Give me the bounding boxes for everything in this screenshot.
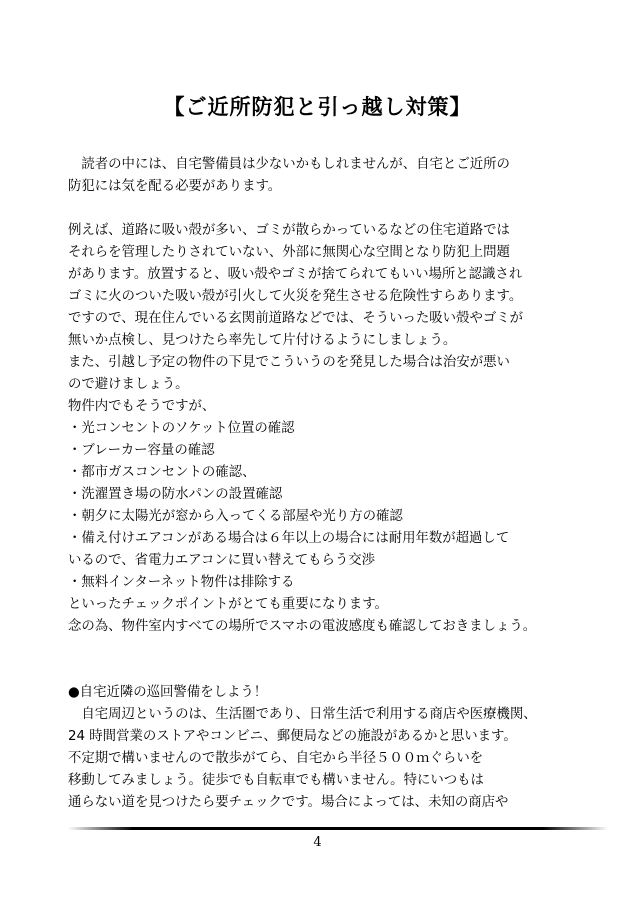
checklist-item-internet: ・無料インターネット物件は排除する [68, 575, 295, 590]
checklist-item-outlet: ・光コンセントのソケット位置の確認 [68, 421, 295, 436]
text-line-patrol-2: 24 時間営業のストアやコンビニ、郵便局などの施設があるかと思います。 [68, 729, 517, 744]
text-line-example-6: 無いか点検し、見つけたら率先して片付けるようにしましょう。 [68, 333, 457, 348]
text-line-patrol-4: 移動してみましょう。徒歩でも自転車でも構いません。特にいつもは [68, 773, 484, 788]
checklist-item-washer-pan: ・洗濯置き場の防水パンの設置確認 [68, 487, 283, 502]
text-line-checklist-intro: 物件内でもそうですが、 [68, 399, 216, 414]
text-line-patrol-3: 不定期で構いませんので散歩がてら、自宅から半径５００ｍぐらいを [68, 751, 484, 766]
checklist-item-aircon-1: ・備え付けエアコンがある場合は６年以上の場合には耐用年数が超過して [68, 531, 510, 546]
text-line-move-1: また、引越し予定の物件の下見でこういうのを発見した場合は治安が悪い [68, 355, 510, 370]
text-line-signal-check: 念の為、物件室内すべての場所でスマホの電波感度も確認しておきましょう。 [68, 619, 537, 634]
section-gap [68, 638, 598, 682]
footer-rule [68, 827, 608, 830]
paragraph-gap [68, 198, 598, 220]
checklist-item-sunlight: ・朝夕に太陽光が窓から入ってくる部屋や光り方の確認 [68, 509, 403, 524]
text-line-intro-2: 防犯には気を配る必要があります。 [68, 179, 282, 194]
text-line-intro-1: 読者の中には、自宅警備員は少ないかもしれませんが、自宅とご近所の [68, 157, 510, 172]
page-title: 【ご近所防犯と引っ越し対策】 [163, 95, 472, 119]
page-number: 4 [313, 835, 322, 850]
text-line-patrol-5: 通らない道を見つけたら要チェックです。場合によっては、未知の商店や [68, 795, 509, 810]
text-line-example-5: ですので、現在住んでいる玄関前道路などでは、そういった吸い殻やゴミが [68, 311, 524, 326]
body-text [68, 154, 598, 814]
text-line-patrol-1: 自宅周辺というのは、生活圏であり、日常生活で利用する商店や医療機関、 [68, 707, 537, 722]
checklist-item-gas: ・都市ガスコンセントの確認、 [68, 465, 256, 480]
text-line-example-2: それらを管理したりされていない、外部に無関心な空間となり防犯上問題 [68, 245, 510, 260]
checklist-item-aircon-2: いるので、省電力エアコンに買い替えてもらう交渉 [68, 553, 376, 568]
section-heading-patrol: ●自宅近隣の巡回警備をしよう！ [68, 685, 268, 700]
text-line-checkpoints: といったチェックポイントがとても重要になります。 [68, 597, 388, 612]
checklist-item-breaker: ・ブレーカー容量の確認 [68, 443, 215, 458]
text-line-example-4: ゴミに火のついた吸い殻が引火して火災を発生させる危険性すらあります。 [68, 289, 523, 304]
text-line-move-2: ので避けましょう。 [68, 377, 189, 392]
text-line-example-1: 例えば、道路に吸い殻が多い、ゴミが散らかっているなどの住宅道路では [68, 223, 510, 238]
text-line-example-3: があります。放置すると、吸い殻やゴミが捨てられてもいい場所と認識され [68, 267, 523, 282]
